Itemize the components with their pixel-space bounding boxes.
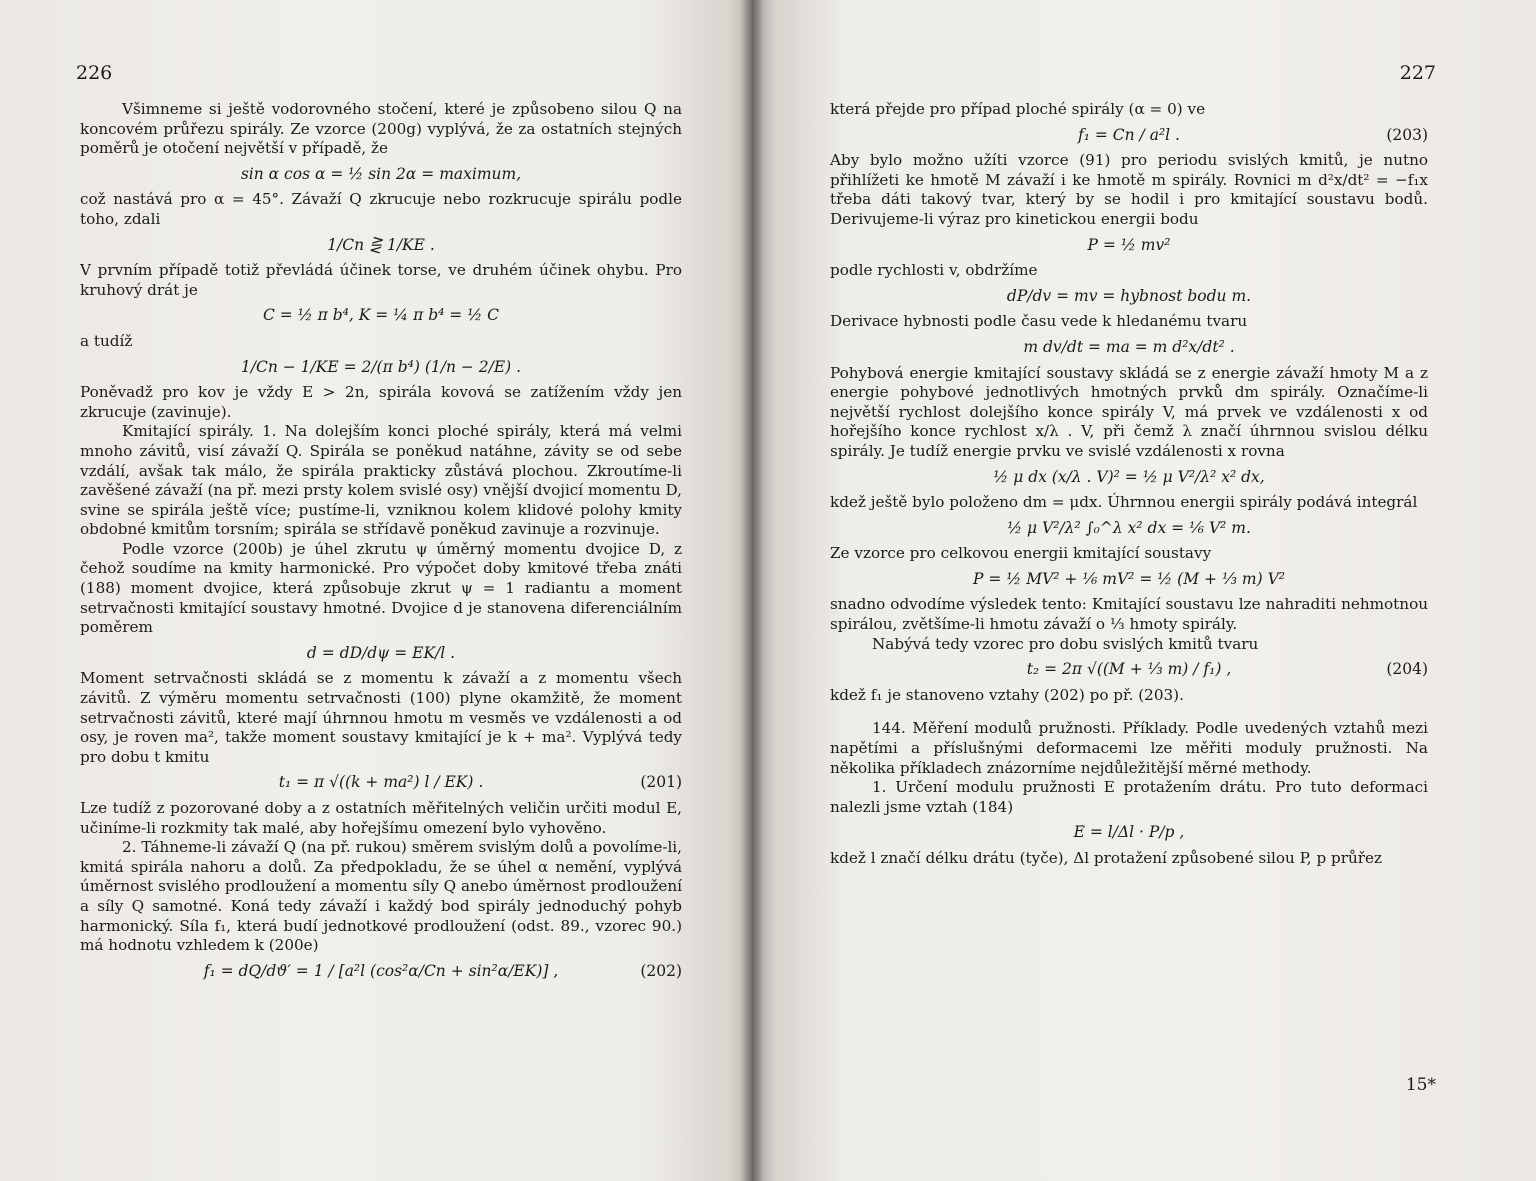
equation: m dv/dt = ma = m d²x/dt² . [1023, 337, 1235, 356]
equation-number: (203) [1386, 125, 1428, 144]
paragraph: Poněvadž pro kov je vždy E > 2n, spirála kovová se zatížením vždy jen zkrucuje (zavinuje). [80, 383, 682, 421]
paragraph: což nastává pro α = 45°. Závaží Q zkrucuje nebo rozkrucuje spirálu podle toho, zdali [80, 190, 682, 228]
equation: t₂ = 2π √((M + ⅓ m) / f₁) , (204) [1026, 660, 1428, 679]
paragraph: Ze vzorce pro celkovou energii kmitající soustavy [830, 544, 1212, 563]
paragraph: Nabývá tedy vzorec pro dobu svislých kmitů tvaru [872, 634, 1259, 653]
left-page [0, 0, 752, 1181]
equation: 1/Cn − 1/KE = 2/(π b⁴) (1/n − 2/E) . [240, 357, 522, 376]
paragraph: V prvním případě totiž převládá účinek torse, ve druhém účinek ohybu. Pro kruhový drát je [80, 261, 682, 299]
paragraph: 1. Určení modulu pružnosti E protažením drátu. Pro tuto deformaci nalezli jsme vztah (184) [830, 778, 1428, 816]
paragraph: Všimneme si ještě vodorovného stočení, které je způsobeno silou Q na koncovém průřezu spirály. Ze vzorce (200g) vyplývá, že za ostatních stejných poměrů je otočení největší v případě, že [80, 100, 682, 158]
equation-number: (202) [640, 961, 682, 980]
paragraph: Aby bylo možno užíti vzorce (91) pro periodu svislých kmitů, je nutno přihlížeti ke hmotě M závaží i ke hmotě m spirály. Rovnici m d²x/dt² = −f₁x třeba dáti takový tvar, který by se hodil i pro kmitající soustavu bodů. Derivujeme-li výraz pro kinetickou energii bodu [830, 151, 1428, 228]
signature-mark: 15* [1405, 1075, 1436, 1095]
equation: ½ μ V²/λ² ∫₀^λ x² dx = ⅙ V² m. [1007, 518, 1251, 537]
equation: d = dD/dψ = EK/l . [306, 643, 456, 662]
equation-number: (201) [640, 773, 682, 792]
equation: C = ½ π b⁴, K = ¼ π b⁴ = ½ C [262, 306, 500, 325]
equation: P = ½ MV² + ⅙ mV² = ½ (M + ⅓ m) V² [973, 569, 1285, 588]
paragraph: snadno odvodíme výsledek tento: Kmitající soustavu lze nahraditi nehmotnou spirálou, zvětšíme-li hmotu závaží o ⅓ hmoty spirály. [830, 595, 1428, 634]
equation: P = ½ mv² [1087, 235, 1171, 254]
right-page [752, 0, 1536, 1181]
section-heading-paragraph: 144. Měření modulů pružnosti. Příklady. Podle uvedených vztahů mezi napětími a příslušnými deformacemi lze měřiti moduly pružnosti. Na několika příkladech znázorníme nejdůležitější měrné methody. [830, 719, 1428, 777]
page-number-left: 226 [76, 62, 113, 84]
equation: t₁ = π √((k + ma²) l / EK) . (201) [278, 773, 682, 792]
equation: dP/dv = mv = hybnost bodu m. [1006, 286, 1252, 305]
equation-number: (204) [1386, 660, 1428, 679]
equation: E = l/Δl · P/p , [1073, 823, 1185, 842]
equation: 1/Cn ⋛ 1/KE . [327, 235, 435, 254]
book-gutter [740, 0, 764, 1181]
equation: sin α cos α = ½ sin 2α = maximum, [240, 164, 522, 183]
paragraph: Pohybová energie kmitající soustavy skládá se z energie závaží hmoty M a z energie pohybové jednotlivých hmotných prvků dm spirály. Označíme-li největší rychlost dolejšího konce spirály V, má prvek ve vzdálenosti x od hořejšího konce rychlost x/λ . V, při čemž λ značí úhrnnou svislou délku spirály. Je tudíž energie prvku ve svislé vzdálenosti x rovna [830, 363, 1428, 460]
paragraph: kdež l značí délku drátu (tyče), Δl protažení způsobené silou P, p průřez [830, 849, 1383, 867]
paragraph: Lze tudíž z pozorované doby a z ostatních měřitelných veličin určiti modul E, učiníme-li rozkmity tak malé, aby hořejšímu omezení bylo vyhověno. [80, 799, 682, 837]
right-page-text [830, 100, 1428, 869]
paragraph: Moment setrvačnosti skládá se z momentu k závaží a z momentu všech závitů. Z výměru momentu setrvačnosti (100) plyne okamžitě, že moment setrvačnosti závitů, které mají úhrnnou hmotu m vesměs ve vzdálenosti a od osy, je roven ma², takže moment soustavy kmitající je k + ma². Vyplývá tedy pro dobu t kmitu [80, 669, 682, 766]
equation: f₁ = dQ/dϑ′ = 1 / [a²l (cos²α/Cn + sin²α/EK)] , (202) [203, 961, 682, 980]
paragraph: a tudíž [80, 331, 133, 350]
paragraph: Podle vzorce (200b) je úhel zkrutu ψ úměrný momentu dvojice D, z čehož soudíme na kmity harmonické. Pro výpočet doby kmitové třeba znáti (188) moment dvojice, která způsobuje zkrut ψ = 1 radiantu a moment setrvačnosti kmitající soustavy hmotné. Dvojice d je stanovena diferenciálním poměrem [80, 539, 682, 637]
paragraph: kdež f₁ je stanoveno vztahy (202) po př. (203). [830, 685, 1184, 704]
page-number-right: 227 [1399, 62, 1436, 84]
paragraph: Kmitající spirály. 1. Na dolejším konci ploché spirály, která má velmi mnoho závitů, visí závaží Q. Spirála se poněkud natáhne, závity se od sebe vzdálí, avšak tak málo, že spirála prakticky zůstává plochou. Zkroutíme-li zavěšené závaží (na př. mezi prsty kolem svislé osy) vnější dvojicí momentu D, svine se spirála ještě více; pustíme-li, vzniknou kolem klidové polohy kmity obdobné kmitům torsním; spirála se střídavě poněkud zavinuje a rozvinuje. [80, 422, 682, 539]
paragraph: kdež ještě bylo položeno dm = μdx. Úhrnnou energii spirály podává integrál [830, 493, 1418, 512]
paragraph: podle rychlosti v, obdržíme [830, 261, 1038, 280]
equation: f₁ = Cn / a²l . (203) [1078, 125, 1428, 144]
paragraph: Derivace hybnosti podle času vede k hledanému tvaru [830, 312, 1248, 331]
equation: ½ μ dx (x/λ . V)² = ½ μ V²/λ² x² dx, [993, 467, 1265, 486]
left-page-text [80, 100, 682, 987]
paragraph: 2. Táhneme-li závaží Q (na př. rukou) směrem svislým dolů a povolíme-li, kmitá spirála nahoru a dolů. Za předpokladu, že se úhel α nemění, vyplývá úměrnost svislého prodloužení a momentu síly Q anebo úměrnost prodloužení a síly Q samotné. Koná tedy závaží i každý bod spirály jednoduchý pohyb harmonický. Síla f₁, která budí jednotkové prodloužení (odst. 89., vzorec 90.) má hodnotu vzhledem k (200e) [80, 838, 682, 955]
paragraph: která přejde pro případ ploché spirály (α = 0) ve [830, 100, 1206, 118]
